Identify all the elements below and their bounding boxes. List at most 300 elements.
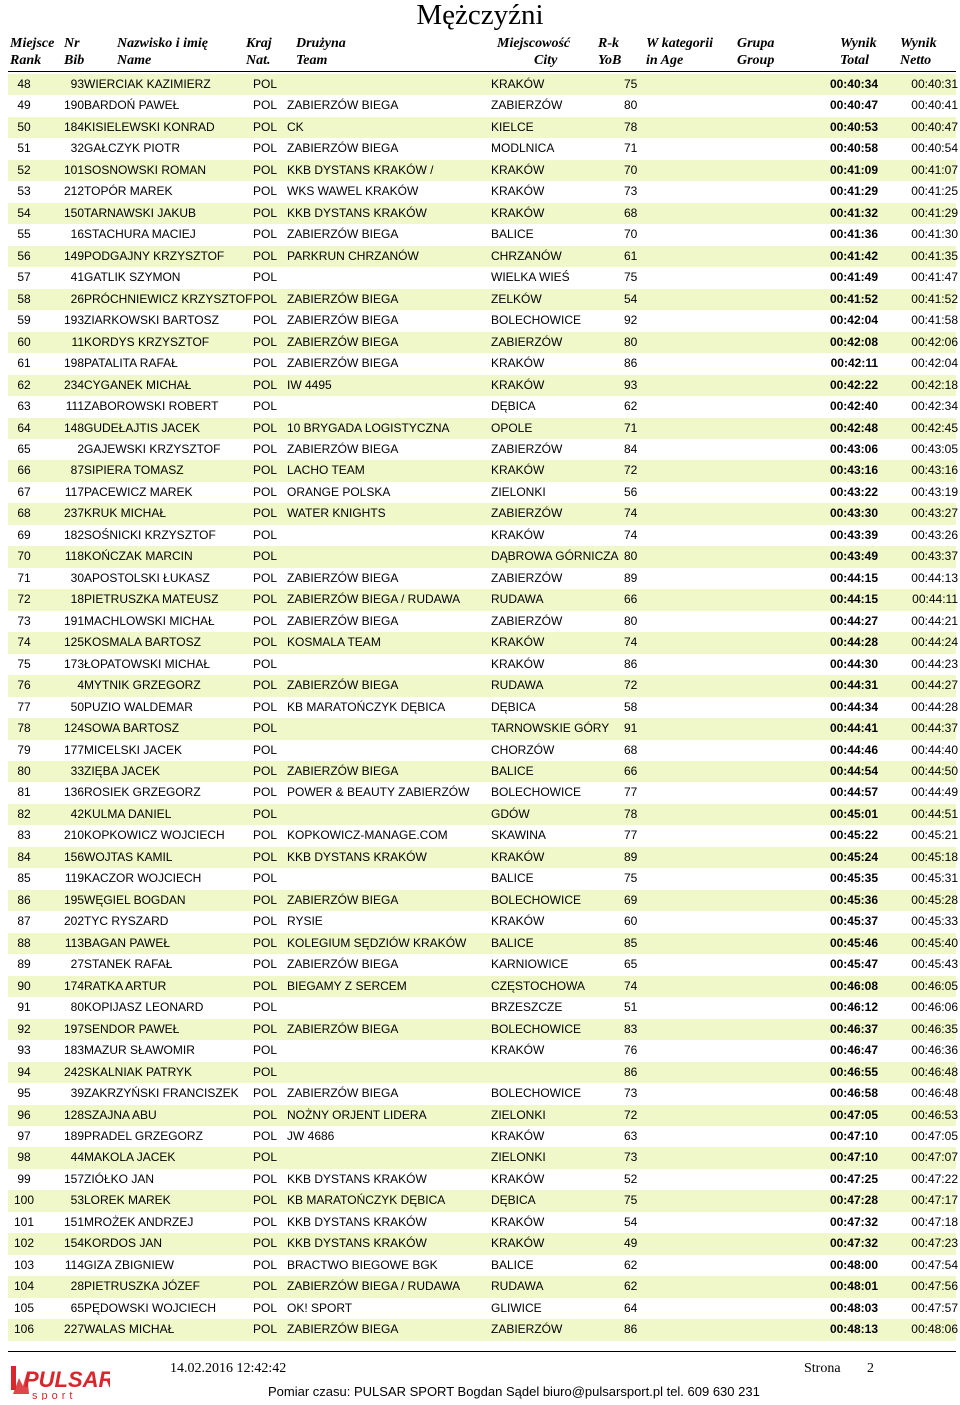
cell-name: STACHURA MACIEJ (84, 227, 196, 242)
cell-yob: 74 (624, 506, 638, 521)
cell-netto: 00:42:06 (911, 334, 958, 349)
cell-name: ZIARKOWSKI BARTOSZ (84, 313, 219, 328)
cell-bib: 65 (70, 1300, 84, 1315)
cell-total: 00:47:28 (829, 1193, 878, 1208)
cell-name: TYC RYSZARD (84, 914, 169, 929)
cell-city: SKAWINA (491, 828, 546, 843)
cell-name: KACZOR WOJCIECH (84, 871, 202, 886)
cell-rank: 50 (17, 119, 31, 134)
cell-netto: 00:44:50 (911, 764, 958, 778)
cell-rank: 64 (17, 420, 31, 435)
cell-netto: 00:44:28 (911, 699, 958, 714)
header-rank: Miejsce Rank (10, 36, 55, 68)
cell-netto: 00:41:30 (911, 227, 958, 242)
cell-rank: 59 (17, 313, 31, 328)
cell-name: STANEK RAFAŁ (84, 957, 173, 972)
cell-yob: 49 (624, 1236, 638, 1251)
cell-nat: POL (253, 592, 278, 607)
cell-netto: 00:40:47 (911, 119, 958, 134)
cell-bib: 149 (63, 248, 84, 263)
table-row (8, 375, 956, 396)
cell-city: KRAKÓW (491, 205, 545, 220)
cell-bib: 114 (64, 1257, 84, 1272)
cell-nat: POL (253, 806, 278, 821)
cell-netto: 00:44:24 (911, 635, 958, 650)
cell-total: 00:48:01 (829, 1279, 878, 1294)
cell-total: 00:46:55 (829, 1064, 878, 1079)
cell-bib: 148 (63, 420, 84, 435)
cell-bib: 242 (63, 1064, 84, 1079)
cell-yob: 73 (624, 1150, 638, 1165)
cell-city: ZABIERZÓW (491, 1322, 563, 1337)
cell-team: KOPKOWICZ-MANAGE.COM (287, 828, 448, 843)
cell-yob: 80 (624, 613, 638, 628)
cell-netto: 00:43:19 (911, 484, 958, 499)
table-row (8, 654, 956, 675)
cell-yob: 70 (624, 162, 638, 177)
cell-netto: 00:47:18 (911, 1214, 958, 1229)
cell-yob: 74 (624, 978, 638, 993)
cell-team: ZABIERZÓW BIEGA (287, 1086, 399, 1101)
cell-nat: POL (253, 77, 278, 91)
cell-city: KRAKÓW (491, 656, 545, 671)
cell-total: 00:44:54 (829, 764, 878, 778)
cell-netto: 00:41:52 (911, 291, 958, 306)
cell-rank: 98 (17, 1150, 31, 1165)
cell-nat: POL (253, 356, 278, 371)
cell-team: OK! SPORT (287, 1300, 353, 1315)
table-row (8, 160, 956, 181)
cell-total: 00:46:08 (829, 978, 878, 993)
cell-total: 00:44:46 (829, 742, 878, 757)
cell-yob: 73 (624, 184, 638, 199)
cell-total: 00:47:05 (829, 1107, 878, 1122)
cell-rank: 100 (13, 1193, 35, 1208)
cell-name: WOJTAS KAMIL (84, 849, 173, 864)
cell-team: ORANGE POLSKA (287, 484, 391, 499)
cell-bib: 101 (63, 162, 84, 177)
cell-yob: 61 (624, 248, 638, 263)
cell-yob: 89 (624, 849, 638, 864)
cell-yob: 70 (624, 227, 638, 242)
cell-rank: 72 (17, 592, 31, 607)
cell-nat: POL (253, 1128, 278, 1143)
table-row (8, 138, 956, 159)
cell-bib: 26 (70, 291, 84, 306)
cell-bib: 128 (63, 1107, 84, 1122)
cell-city: KRAKÓW (491, 914, 545, 929)
cell-total: 00:47:10 (829, 1128, 878, 1143)
results-table (8, 74, 956, 1341)
cell-city: BOLECHOWICE (491, 313, 582, 328)
cell-total: 00:43:16 (829, 463, 878, 478)
cell-team: POWER & BEAUTY ZABIERZÓW (287, 785, 470, 800)
cell-nat: POL (253, 313, 278, 328)
cell-rank: 89 (17, 957, 31, 972)
cell-team: ZABIERZÓW BIEGA (287, 227, 399, 242)
cell-netto: 00:44:37 (911, 721, 958, 736)
cell-rank: 69 (17, 527, 31, 542)
cell-name: PRÓCHNIEWICZ KRZYSZTOF (84, 291, 253, 306)
cell-rank: 63 (17, 399, 31, 414)
cell-netto: 00:45:28 (911, 892, 958, 907)
cell-total: 00:43:30 (829, 506, 878, 521)
cell-rank: 57 (17, 270, 31, 285)
table-row (8, 782, 956, 803)
cell-netto: 00:44:13 (911, 570, 958, 585)
cell-city: CHRZANÓW (491, 248, 562, 263)
cell-rank: 61 (17, 356, 31, 371)
cell-yob: 62 (624, 399, 638, 414)
cell-city: CHORZÓW (491, 742, 555, 757)
cell-bib: 87 (70, 463, 84, 478)
cell-bib: 33 (70, 764, 84, 778)
header-age-category: W kategorii in Age (646, 36, 714, 68)
cell-team: NOŻNY ORJENT LIDERA (287, 1107, 427, 1122)
cell-team: ZABIERZÓW BIEGA (287, 98, 399, 113)
page-title: Mężczyźni (416, 0, 544, 31)
cell-bib: 27 (70, 957, 84, 972)
cell-city: ZABIERZÓW (491, 613, 563, 628)
cell-netto: 00:45:43 (911, 957, 958, 972)
cell-yob: 85 (624, 935, 638, 950)
cell-city: BOLECHOWICE (491, 1086, 582, 1101)
cell-bib: 191 (63, 613, 84, 628)
cell-team: IW 4495 (287, 377, 332, 392)
cell-city: KRAKÓW (491, 849, 545, 864)
table-row (8, 1212, 956, 1233)
cell-nat: POL (253, 463, 278, 478)
table-row (8, 675, 956, 696)
cell-name: PĘDOWSKI WOJCIECH (84, 1300, 217, 1315)
cell-total: 00:48:03 (829, 1300, 878, 1315)
cell-netto: 00:44:21 (911, 613, 958, 628)
table-row (8, 503, 956, 524)
table-row (8, 761, 956, 782)
cell-nat: POL (253, 549, 278, 564)
cell-yob: 63 (624, 1128, 638, 1143)
cell-total: 00:44:28 (829, 635, 878, 650)
cell-nat: POL (253, 1300, 278, 1315)
header-total: Wynik Total (840, 36, 877, 68)
table-row (8, 997, 956, 1018)
cell-bib: 11 (71, 334, 84, 349)
timing-credit: Pomiar czasu: PULSAR SPORT Bogdan Sądel biuro@pulsarsport.pl tel. 609 630 231 (268, 1384, 760, 1399)
cell-name: PIETRUSZKA MATEUSZ (84, 592, 219, 607)
cell-total: 00:46:58 (829, 1086, 878, 1101)
cell-yob: 77 (624, 828, 638, 843)
cell-bib: 124 (63, 721, 84, 736)
cell-city: ZIELONKI (491, 484, 546, 499)
cell-nat: POL (253, 721, 278, 736)
cell-bib: 154 (63, 1236, 84, 1251)
cell-city: RUDAWA (491, 1279, 544, 1294)
cell-nat: POL (253, 871, 278, 886)
table-row (8, 332, 956, 353)
cell-yob: 83 (624, 1021, 638, 1036)
cell-yob: 84 (624, 441, 638, 456)
cell-total: 00:45:01 (829, 806, 878, 821)
cell-city: BALICE (491, 935, 534, 950)
table-row (8, 1319, 956, 1340)
cell-rank: 53 (17, 184, 31, 199)
cell-name: MICELSKI JACEK (84, 742, 183, 757)
cell-total: 00:42:08 (829, 334, 878, 349)
cell-bib: 182 (63, 527, 84, 542)
cell-yob: 58 (624, 699, 638, 714)
cell-netto: 00:43:27 (911, 506, 958, 521)
cell-yob: 54 (624, 1214, 638, 1229)
cell-nat: POL (253, 1064, 278, 1079)
cell-nat: POL (253, 570, 278, 585)
cell-nat: POL (253, 506, 278, 521)
cell-yob: 92 (624, 313, 638, 328)
cell-name: RATKA ARTUR (84, 978, 167, 993)
cell-nat: POL (253, 678, 278, 693)
cell-yob: 51 (624, 1000, 638, 1015)
cell-nat: POL (253, 334, 278, 349)
cell-yob: 62 (624, 1279, 638, 1294)
cell-rank: 83 (17, 828, 31, 843)
cell-nat: POL (253, 914, 278, 929)
cell-total: 00:41:09 (829, 162, 878, 177)
cell-netto: 00:48:06 (911, 1322, 958, 1337)
cell-yob: 71 (624, 141, 638, 156)
cell-name: BAGAN PAWEŁ (84, 935, 171, 950)
cell-rank: 66 (17, 463, 31, 478)
cell-yob: 54 (624, 291, 638, 306)
cell-total: 00:45:36 (829, 892, 878, 907)
cell-yob: 66 (624, 764, 638, 778)
cell-total: 00:41:29 (829, 184, 878, 199)
cell-netto: 00:47:22 (911, 1171, 958, 1186)
cell-name: SOŚNICKI KRZYSZTOF (84, 527, 216, 542)
header-yob: R-k YoB (598, 36, 622, 68)
cell-team: KKB DYSTANS KRAKÓW (287, 1214, 427, 1229)
cell-nat: POL (253, 1236, 278, 1251)
cell-city: ZABIERZÓW (491, 98, 563, 113)
cell-netto: 00:40:31 (911, 77, 958, 91)
cell-team: KKB DYSTANS KRAKÓW (287, 849, 427, 864)
cell-bib: 173 (63, 656, 84, 671)
table-row (8, 439, 956, 460)
cell-netto: 00:44:23 (911, 656, 958, 671)
cell-team: BIEGAMY Z SERCEM (287, 978, 407, 993)
cell-name: SIPIERA TOMASZ (84, 463, 184, 478)
cell-rank: 70 (17, 549, 31, 564)
cell-yob: 93 (624, 377, 638, 392)
cell-rank: 76 (17, 678, 31, 693)
cell-city: KRAKÓW (491, 377, 545, 392)
table-row (8, 740, 956, 761)
cell-yob: 75 (624, 270, 638, 285)
cell-netto: 00:44:49 (911, 785, 958, 800)
cell-yob: 66 (624, 592, 638, 607)
table-row (8, 525, 956, 546)
table-row (8, 546, 956, 567)
cell-name: KOPIJASZ LEONARD (84, 1000, 204, 1015)
cell-total: 00:43:22 (829, 484, 878, 499)
cell-nat: POL (253, 1021, 278, 1036)
cell-name: KORDOS JAN (84, 1236, 163, 1251)
cell-team: KKB DYSTANS KRAKÓW (287, 205, 427, 220)
cell-nat: POL (253, 98, 278, 113)
cell-city: GDÓW (491, 806, 530, 821)
header-group: Grupa Group (737, 36, 775, 68)
cell-rank: 82 (17, 806, 31, 821)
table-row (8, 632, 956, 653)
cell-total: 00:45:46 (829, 935, 878, 950)
cell-netto: 00:40:54 (911, 141, 958, 156)
cell-netto: 00:45:40 (911, 935, 958, 950)
cell-name: ŁOPATOWSKI MICHAŁ (84, 656, 211, 671)
cell-nat: POL (253, 227, 278, 242)
cell-name: CYGANEK MICHAŁ (84, 377, 192, 392)
table-row (8, 1255, 956, 1276)
cell-yob: 86 (624, 1322, 638, 1337)
cell-rank: 92 (17, 1021, 31, 1036)
cell-bib: 193 (63, 313, 84, 328)
cell-team: ZABIERZÓW BIEGA (287, 892, 399, 907)
table-row (8, 95, 956, 116)
cell-bib: 177 (63, 742, 84, 757)
cell-total: 00:42:11 (830, 356, 878, 371)
cell-netto: 00:47:05 (911, 1128, 958, 1143)
cell-yob: 72 (624, 1107, 638, 1122)
cell-nat: POL (253, 1043, 278, 1058)
cell-rank: 101 (13, 1214, 35, 1229)
cell-bib: 28 (70, 1279, 84, 1294)
cell-nat: POL (253, 613, 278, 628)
cell-team: ZABIERZÓW BIEGA (287, 613, 399, 628)
pulsar-sport-logo (10, 1364, 110, 1400)
table-row (8, 976, 956, 997)
cell-bib: 189 (63, 1128, 84, 1143)
cell-city: BOLECHOWICE (491, 892, 582, 907)
cell-netto: 00:43:26 (911, 527, 958, 542)
cell-team: KKB DYSTANS KRAKÓW (287, 1171, 427, 1186)
cell-name: SKALNIAK PATRYK (84, 1064, 193, 1079)
column-headers (0, 35, 960, 71)
cell-bib: 39 (70, 1086, 84, 1101)
cell-total: 00:44:57 (829, 785, 878, 800)
cell-nat: POL (253, 527, 278, 542)
cell-total: 00:45:22 (829, 828, 878, 843)
table-row (8, 1105, 956, 1126)
cell-total: 00:43:39 (829, 527, 878, 542)
cell-name: MAKOLA JACEK (84, 1150, 176, 1165)
cell-nat: POL (253, 1000, 278, 1015)
cell-netto: 00:45:33 (911, 914, 958, 929)
cell-name: TARNAWSKI JAKUB (84, 205, 197, 220)
cell-city: DĘBICA (491, 399, 536, 414)
cell-nat: POL (253, 1150, 278, 1165)
cell-yob: 68 (624, 205, 638, 220)
cell-rank: 96 (17, 1107, 31, 1122)
cell-nat: POL (253, 205, 278, 220)
cell-total: 00:47:32 (829, 1214, 878, 1229)
cell-yob: 77 (624, 785, 638, 800)
cell-total: 00:44:31 (829, 678, 878, 693)
cell-rank: 71 (17, 570, 31, 585)
cell-total: 00:42:22 (829, 377, 878, 392)
cell-bib: 16 (70, 227, 84, 242)
cell-netto: 00:45:18 (911, 849, 958, 864)
cell-nat: POL (253, 849, 278, 864)
cell-yob: 69 (624, 892, 638, 907)
cell-netto: 00:45:31 (911, 871, 958, 886)
cell-yob: 72 (624, 463, 638, 478)
cell-bib: 53 (70, 1193, 84, 1208)
cell-rank: 90 (17, 978, 31, 993)
cell-rank: 86 (17, 892, 31, 907)
cell-city: BALICE (491, 871, 534, 886)
table-row (8, 847, 956, 868)
cell-nat: POL (253, 635, 278, 650)
table-row (8, 890, 956, 911)
cell-total: 00:40:53 (829, 119, 878, 134)
table-row (8, 1083, 956, 1104)
cell-team: ZABIERZÓW BIEGA (287, 141, 399, 156)
cell-netto: 00:43:05 (911, 441, 958, 456)
cell-rank: 75 (17, 656, 31, 671)
table-row (8, 1062, 956, 1083)
cell-netto: 00:47:54 (911, 1257, 958, 1272)
table-row (8, 589, 956, 610)
header-city: Miejscowość City (497, 36, 571, 68)
cell-team: ZABIERZÓW BIEGA (287, 356, 399, 371)
cell-yob: 64 (624, 1300, 638, 1315)
cell-netto: 00:47:17 (911, 1193, 958, 1208)
cell-bib: 227 (63, 1322, 84, 1337)
cell-total: 00:48:13 (829, 1322, 878, 1337)
cell-nat: POL (253, 1086, 278, 1101)
cell-team: JW 4686 (287, 1128, 335, 1143)
cell-rank: 99 (17, 1171, 31, 1186)
cell-yob: 89 (624, 570, 638, 585)
cell-nat: POL (253, 248, 278, 263)
cell-name: PODGAJNY KRZYSZTOF (84, 248, 225, 263)
cell-rank: 80 (17, 764, 31, 778)
cell-bib: 190 (63, 98, 84, 113)
cell-bib: 157 (63, 1171, 84, 1186)
cell-rank: 97 (17, 1128, 31, 1143)
cell-city: KRAKÓW (491, 527, 545, 542)
cell-city: KRAKÓW (491, 1043, 545, 1058)
cell-team: 10 BRYGADA LOGISTYCZNA (287, 420, 450, 435)
cell-name: GATLIK SZYMON (84, 270, 181, 285)
cell-netto: 00:46:53 (911, 1107, 958, 1122)
cell-city: RUDAWA (491, 592, 544, 607)
cell-bib: 32 (70, 141, 84, 156)
cell-name: GAŁCZYK PIOTR (84, 141, 181, 156)
cell-yob: 74 (624, 635, 638, 650)
cell-name: MROŻEK ANDRZEJ (84, 1214, 194, 1229)
cell-netto: 00:43:37 (911, 549, 958, 564)
cell-name: MYTNIK GRZEGORZ (84, 678, 201, 693)
cell-bib: 156 (63, 849, 84, 864)
cell-name: ZIÓŁKO JAN (84, 1171, 155, 1186)
cell-city: KRAKÓW (491, 463, 545, 478)
cell-nat: POL (253, 399, 278, 414)
cell-total: 00:45:37 (829, 914, 878, 929)
header-name: Nazwisko i imię Name (117, 36, 209, 68)
table-row (8, 246, 956, 267)
cell-name: ROSIEK GRZEGORZ (84, 785, 201, 800)
cell-nat: POL (253, 1193, 278, 1208)
cell-rank: 81 (17, 785, 31, 800)
cell-bib: 2 (77, 441, 84, 456)
